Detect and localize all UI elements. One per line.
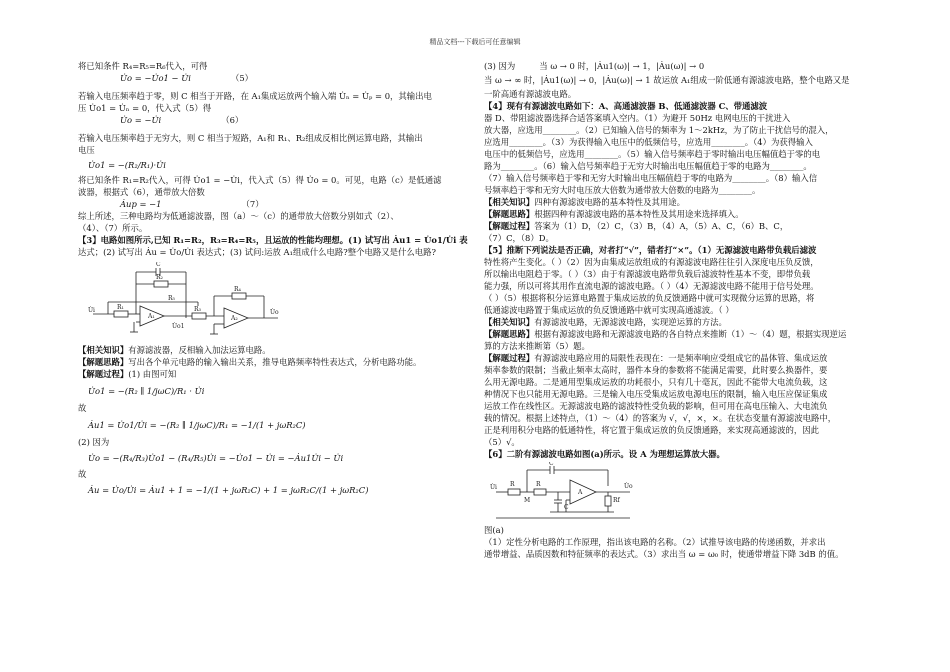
text-line: 种情况下也只能用无源电路。三是输入电压受集成运放电源电压的限制，输入电压应保证集成 bbox=[484, 389, 828, 399]
text-line: 电压 bbox=[78, 145, 95, 155]
text-line: 能力强，所以可将其用作直流电源的滤波电路。（ ）（4）无源滤波电路不能用于信号处理。 bbox=[484, 281, 819, 291]
formula-au: Ȧu = U̇o/U̇i = Ȧu1 + 1 = −1/(1 + jωR₂C) + 1 = jωR₂C/(1 + jωR₂C) bbox=[88, 485, 369, 495]
question-3-cont: 达式；(2) 试写出 Ȧu = U̇o/U̇i 表达式；(3) 试问:运放 A₁组成什么电路?整个电路又是什么电路? bbox=[78, 247, 436, 257]
text-line: （7）C，（8）D。 bbox=[484, 233, 554, 243]
text-line: 当 ω → ∞ 时，|Ȧu1(ω)| → 0，|Ȧu(ω)| → 1 故运放 A₁组成一阶低通有源滤波电路，整个电路又是 bbox=[484, 75, 850, 85]
equation-6: U̇o = −U̇i （6） bbox=[120, 115, 244, 125]
formula-au1: Ȧu1 = U̇o1/U̇i = −(R₂ ∥ 1/jωC)/R₁ = −1/(1 + jωR₂C) bbox=[88, 420, 306, 430]
question-5: 【5】推断下列说法是否正确，对者打“√”，错者打“×”。（1）无源滤波电路带负载后滤波 bbox=[484, 245, 817, 255]
label-c: C bbox=[549, 462, 554, 467]
equation-7: Ȧup = −1 （7） bbox=[120, 199, 264, 209]
text-line: 综上所述，三种电路均为低通滤波器，图（a）～（c）的通带放大倍数分别如式（2）、 bbox=[78, 211, 399, 221]
question-6: 【6】二阶有源滤波电路如图(a)所示。设 A 为理想运算放大器。 bbox=[484, 449, 725, 459]
question-4: 【4】现有有源滤波电路如下：A、高通滤波器 B、低通滤波器 C、带通滤波 bbox=[484, 101, 768, 111]
text-line: 载的情况。根据上述特点，（1）～（4）的答案为 √，√，×，×。在状态变量有源滤波电路中， bbox=[484, 413, 837, 423]
solution-process: 【解题过程】有源滤波电路应用的局限性表现在：一是频率响应受组成它的晶体管、集成运放 bbox=[484, 353, 828, 363]
text-line: （5）√。 bbox=[484, 437, 520, 447]
label-ui: U̇i bbox=[88, 307, 95, 314]
text-line: 压 U̇o1 = U̇ₙ = 0，代入式（5）得 bbox=[78, 103, 212, 113]
text-line: (3) 因为 当 ω → 0 时，|Ȧu1(ω)| → 1，|Ȧu(ω)| → 0 bbox=[484, 61, 705, 71]
circuit-figure-1 bbox=[88, 262, 288, 342]
text-line: 路为________。（6）输入信号频率趋于无穷大时输出电压幅值趋于零的电路为________。 bbox=[484, 161, 812, 171]
text-line: 正是利用积分电路的低通特性，将它置于集成运放的负反馈通路，来实现高通滤波的，因此 bbox=[484, 425, 819, 435]
text-line: 频率参数的限制；当截止频率太高时，器件本身的参数将不能满足需要，此时要么换器件，要 bbox=[484, 365, 828, 375]
label-a: A bbox=[578, 489, 583, 496]
text-line: (2) 因为 bbox=[78, 437, 110, 447]
text-line: 放大器，应选用________。（2）已知输入信号的频率为 1～2kHz，为了防止干扰信号的混入， bbox=[484, 125, 834, 135]
text-line: 应选用________。（3）为获得输入电压中的低频信号，应选用________。（4）为获得输入 bbox=[484, 137, 813, 147]
label-uo: U̇o bbox=[624, 483, 633, 490]
text-line: 运放工作在线性区。无源滤波电路的滤波特性受负载的影响，但可用在高电压输入、大电流负 bbox=[484, 401, 828, 411]
text-line: 么用无源电路。二是通用型集成运放的功耗很小，只有几十毫瓦，因此不能带大电流负载，这 bbox=[484, 377, 828, 387]
label-a1: A₁ bbox=[148, 313, 155, 320]
label-r-second: R bbox=[536, 481, 541, 488]
text-line: 算的方法来推断第（5）题。 bbox=[484, 341, 590, 351]
text-line: （ ）（5）根据将积分运算电路置于集成运放的负反馈通路中就可实现微分运算的思路，将 bbox=[484, 293, 815, 303]
text-line: 一阶高通有源滤波电路。 bbox=[484, 89, 577, 99]
label-r3: R₃ bbox=[194, 306, 201, 313]
label-m: M bbox=[524, 497, 531, 504]
text-line: 若输入电压频率趋于零，则 C 相当于开路，在 A₁集成运放两个输入端 U̇ₙ = U̇ₚ = 0，其输出电 bbox=[78, 91, 432, 101]
text-line: 低通滤波电路置于集成运放的负反馈通路中就可实现高通滤波。（ ） bbox=[484, 305, 734, 315]
label-r1: R₁ bbox=[117, 304, 124, 311]
formula-uo: U̇o = −(R₄/R₃)U̇o1 − (R₄/R₅)U̇i = −U̇o1 − U̇i = −Ȧu1U̇i − U̇i bbox=[88, 453, 344, 463]
label-a2: A₂ bbox=[231, 315, 238, 322]
equation-uo1: U̇o1 = −(R₂/R₁)·U̇i bbox=[88, 160, 166, 170]
text-line: 波器，根据式（6），通带放大倍数 bbox=[78, 187, 205, 197]
question-3: 【3】电路如图所示,已知 R₁=R₂，R₃=R₄=R₅，且运放的性能均理想。(1) 试写出 Ȧu1 = U̇o1/U̇i 表 bbox=[78, 235, 468, 245]
label-r2: R₂ bbox=[156, 274, 163, 281]
text-line: 器 D、带阻滤波器选择合适答案填入空内。（1）为避开 50Hz 电网电压的干扰进入 bbox=[484, 113, 791, 123]
label-r4: R₄ bbox=[234, 286, 241, 293]
label-c: C bbox=[156, 262, 161, 268]
label-r5: R₅ bbox=[168, 295, 175, 302]
text-line: 故 bbox=[78, 403, 87, 413]
label-ui: U̇i bbox=[490, 484, 497, 491]
circuit-figure-a bbox=[490, 462, 640, 524]
text-line: 号频率趋于零和无穷大时电压放大倍数为通带放大倍数的电路为________。 bbox=[484, 185, 761, 195]
text-line: 将已知条件 R₄=R₅=R₆代入，可得 bbox=[78, 61, 208, 71]
label-uo: U̇o bbox=[270, 309, 279, 316]
solution-process: 【解题过程】答案为（1）D，（2）C，（3）B，（4）A，（5）A、C，（6）B、C， bbox=[484, 221, 789, 231]
solution-idea: 【解题思路】写出各个单元电路的输入输出关系，推导电路频率特性表达式，分析电路功能。 bbox=[78, 357, 422, 367]
right-column bbox=[484, 60, 876, 560]
solution-process: 【解题过程】(1) 由图可知 bbox=[78, 369, 177, 379]
text-line: （1）定性分析电路的工作原理，指出该电路的名称。（2）试推导该电路的传递函数，并求出 bbox=[484, 537, 826, 547]
label-c2: C bbox=[564, 504, 569, 511]
text-line: （7）输入信号频率趋于零和无穷大时输出电压幅值趋于零的电路为________。（8）输入信 bbox=[484, 173, 818, 183]
formula-uo1: U̇o1 = −(R₂ ∥ 1/jωC)/R₁ · U̇i bbox=[88, 386, 205, 396]
text-line: 所以输出电阻趋于零。（ ）（3）由于有源滤波电路带负载后滤波特性基本不变，即带负载 bbox=[484, 269, 811, 279]
text-line: 特性将产生变化。（ ）（2）因为由集成运放组成的有源滤波电路往往引入深度电压负反馈， bbox=[484, 257, 819, 267]
label-uo1: U̇o1 bbox=[172, 323, 185, 330]
solution-idea: 【解题思路】根据四种有源滤波电路的基本特性及其用途来选择填入。 bbox=[484, 209, 744, 219]
equation-5: U̇o = −U̇o1 − U̇i （5） bbox=[120, 73, 254, 83]
related-knowledge: 【相关知识】有源滤波电路，无源滤波电路，实现逆运算的方法。 bbox=[484, 317, 727, 327]
text-line: （4）、（7）所示。 bbox=[78, 223, 148, 233]
label-rf: Rf bbox=[613, 497, 620, 504]
text-line: 故 bbox=[78, 469, 87, 479]
page-header: 精品文档---下载后可任意编辑 bbox=[429, 38, 521, 46]
solution-idea: 【解题思路】根据有源滤波电路和无源滤波电路的各自特点来推断（1）～（4）题，根据实现逆运 bbox=[484, 329, 847, 339]
text-line: 电压中的低频信号，应选用________。（5）输入信号频率趋于零时输出电压幅值趋于零的电 bbox=[484, 149, 821, 159]
text-line: 将已知条件 R₁=R₂代入，可得 U̇o1 = −U̇i，代入式（5）得 U̇o = 0。可见，电路（c）是低通滤 bbox=[78, 175, 442, 185]
related-knowledge: 【相关知识】有源滤波器，反相输入加法运算电路。 bbox=[78, 345, 271, 355]
related-knowledge: 【相关知识】四种有源滤波电路的基本特性及其用途。 bbox=[484, 197, 685, 207]
left-column bbox=[78, 60, 468, 500]
label-r: R bbox=[510, 481, 515, 488]
text-line: 若输入电压频率趋于无穷大，则 C 相当于短路，A₁和 R₁、R₂组成反相比例运算电路，其输出 bbox=[78, 133, 423, 143]
text-line: 通带增益、品质因数和特征频率的表达式。（3）求出当 ω = ω₀ 时，使通带增益下降 3dB 的值。 bbox=[484, 549, 844, 559]
figure-caption: 图(a) bbox=[484, 525, 504, 535]
